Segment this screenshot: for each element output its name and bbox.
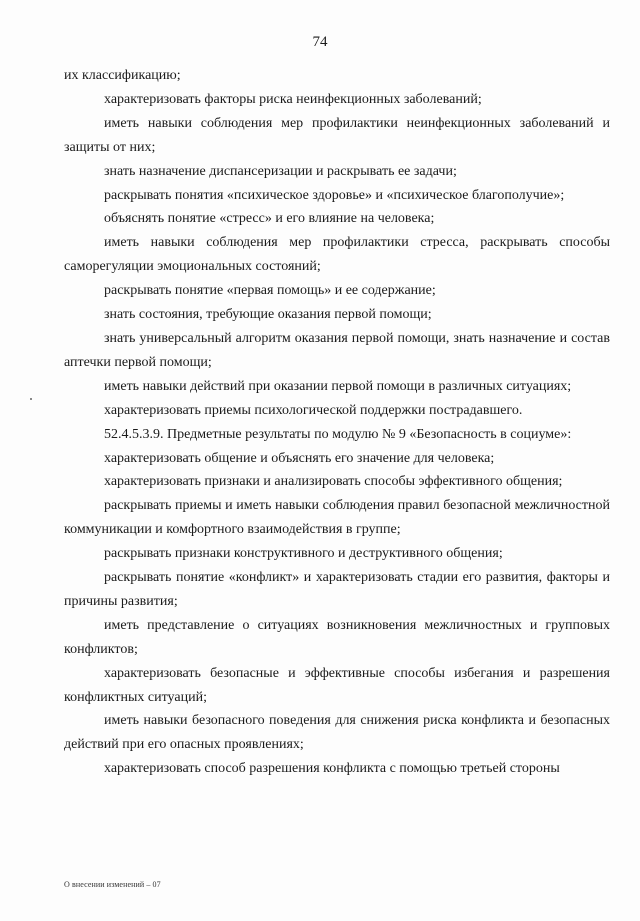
paragraph: характеризовать способ разрешения конфликта с помощью третьей стороны (104, 761, 560, 777)
paragraph: знать назначение диспансеризации и раскрывать ее задачи; (104, 163, 457, 179)
paragraph: иметь навыки соблюдения мер профилактики стресса, раскрывать способы саморегуляции эмоциональных состояний; (64, 235, 610, 275)
body-text (64, 64, 610, 781)
paragraph: их классификацию; (64, 68, 181, 83)
paragraph: характеризовать признаки и анализировать способы эффективного общения; (104, 474, 563, 490)
paragraph: раскрывать понятия «психическое здоровье» и «психическое благополучие»; (104, 187, 565, 203)
paragraph: характеризовать факторы риска неинфекционных заболеваний; (104, 91, 482, 107)
page-footer: О внесении изменений – 07 (64, 880, 161, 889)
paragraph: иметь навыки безопасного поведения для снижения риска конфликта и безопасных действий при его опасных проявлениях; (64, 713, 610, 753)
paragraph: характеризовать приемы психологической поддержки пострадавшего. (104, 402, 523, 418)
paragraph: раскрывать понятие «конфликт» и характеризовать стадии его развития, факторы и причины развития; (64, 570, 610, 609)
paragraph: иметь навыки действий при оказании первой помощи в различных ситуациях; (104, 378, 572, 394)
section-heading: 52.4.5.3.9. Предметные результаты по модулю № 9 «Безопасность в социуме»: (104, 426, 572, 442)
paragraph: знать состояния, требующие оказания первой помощи; (104, 307, 432, 323)
paragraph: раскрывать признаки конструктивного и деструктивного общения; (104, 546, 503, 562)
paragraph: объяснять понятие «стресс» и его влияние на человека; (104, 211, 435, 227)
paragraph: иметь представление о ситуациях возникновения межличностных и групповых конфликтов; (64, 617, 610, 657)
paragraph: раскрывать приемы и иметь навыки соблюдения правил безопасной межличностной коммуникации и комфортного взаимодействия в группе; (64, 498, 610, 538)
paragraph: раскрывать понятие «первая помощь» и ее содержание; (104, 283, 436, 299)
paragraph: характеризовать общение и объяснять его значение для человека; (104, 450, 495, 466)
paragraph: знать универсальный алгоритм оказания первой помощи, знать назначение и состав аптечки первой помощи; (64, 330, 610, 370)
paragraph: характеризовать безопасные и эффективные способы избегания и разрешения конфликтных ситуаций; (64, 665, 610, 705)
scan-mark (30, 398, 32, 400)
paragraph: иметь навыки соблюдения мер профилактики неинфекционных заболеваний и защиты от них; (64, 115, 610, 155)
page-number: 74 (312, 34, 328, 50)
